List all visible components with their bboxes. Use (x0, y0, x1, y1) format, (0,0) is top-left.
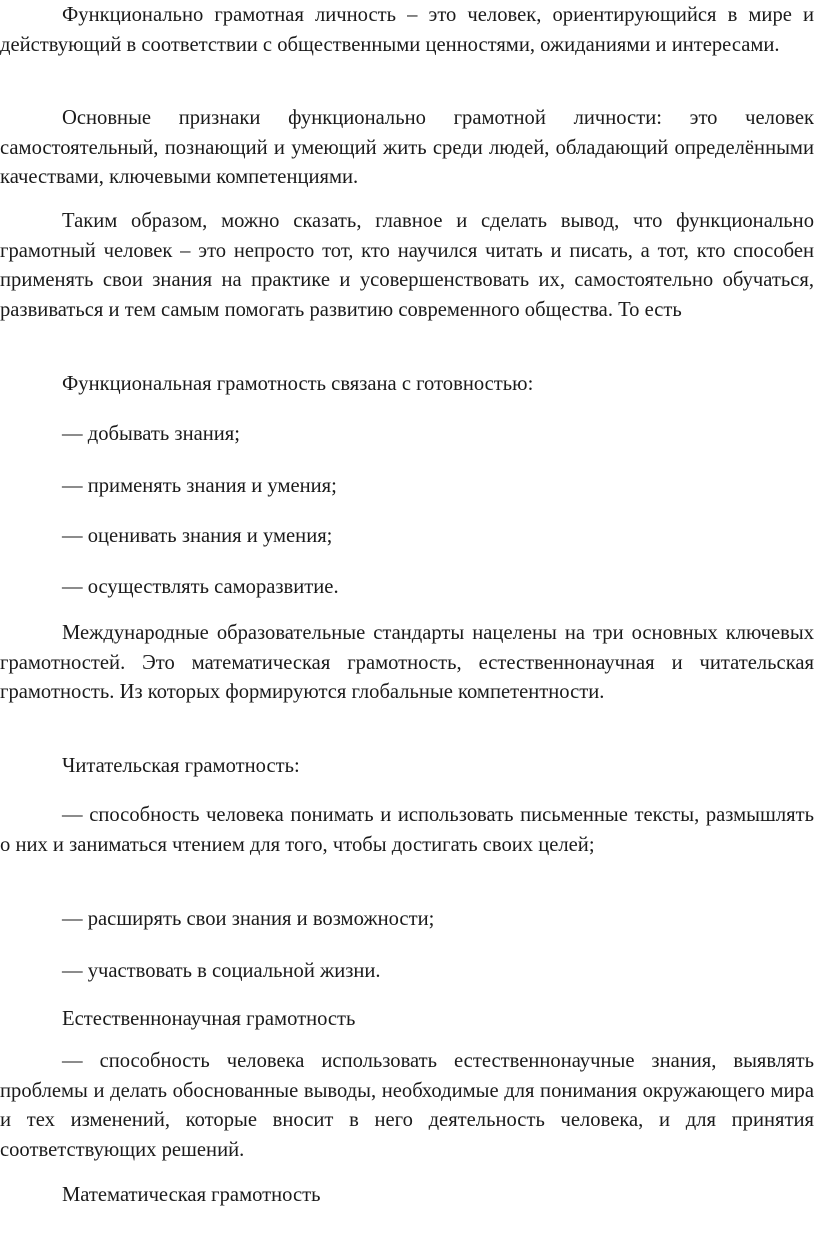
list-item-obtain-knowledge: — добывать знания; (62, 423, 240, 445)
heading-math-literacy: Математическая грамотность (62, 1184, 321, 1206)
list-item-self-development: — осуществлять саморазвитие. (62, 576, 339, 598)
list-item-apply-knowledge: — применять знания и умения; (62, 475, 337, 497)
paragraph-international-standards: Международные образовательные стандарты нацелены на три основных ключевых грамотностей. Это математическая грамотность, естественнонаучная и читательская грамотность. Из которых формируются глобальные компетентности. (0, 622, 814, 703)
list-item-science-ability: — способность человека использовать естественнонаучные знания, выявлять проблемы и делать обоснованные выводы, необходимые для понимания окружающего мира и тех изменений, которые вносит в него деятельность человека, и для принятия соответствующих решений. (0, 1050, 814, 1161)
list-item-social-life: — участвовать в социальной жизни. (62, 960, 381, 982)
paragraph-readiness-intro: Функциональная грамотность связана с готовностью: (62, 373, 534, 395)
heading-reading-literacy: Читательская грамотность: (62, 755, 300, 777)
list-item-reading-ability: — способность человека понимать и использовать письменные тексты, размышлять о них и заниматься чтением для того, чтобы достигать своих целей; (0, 804, 814, 856)
paragraph-definition: Функционально грамотная личность – это человек, ориентирующийся в мире и действующий в соответствии с общественными ценностями, ожиданиями и интересами. (0, 4, 814, 56)
list-item-expand-knowledge: — расширять свои знания и возможности; (62, 908, 435, 930)
heading-science-literacy: Естественнонаучная грамотность (62, 1008, 356, 1030)
list-item-evaluate-knowledge: — оценивать знания и умения; (62, 525, 333, 547)
paragraph-main-features: Основные признаки функционально грамотной личности: это человек самостоятельный, познающий и умеющий жить среди людей, обладающий определёнными качествами, ключевыми компетенциями. (0, 107, 814, 188)
paragraph-conclusion: Таким образом, можно сказать, главное и сделать вывод, что функционально грамотный человек – это непросто тот, кто научился читать и писать, а тот, кто способен применять свои знания на практике и усовершенствовать их, самостоятельно обучаться, развиваться и тем самым помогать развитию современного общества. То есть (0, 210, 814, 321)
